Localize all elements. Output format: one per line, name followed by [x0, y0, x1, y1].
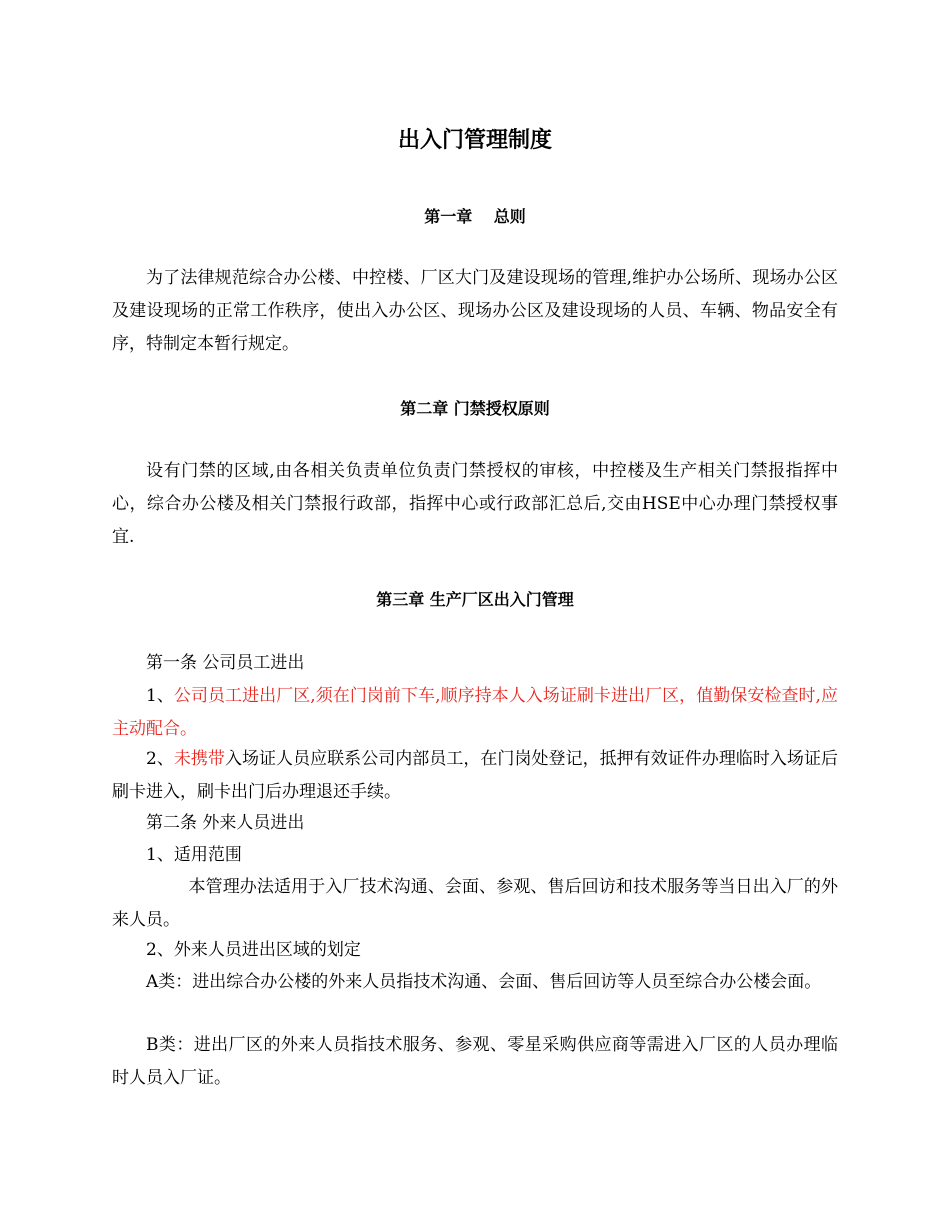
- item-2-number: 2、: [146, 749, 174, 769]
- article-2-title: 第二条 外来人员进出: [146, 813, 305, 833]
- scope-body: 本管理办法适用于入厂技术沟通、会面、参观、售后回访和技术服务等当日出入厂的外来人员。: [112, 877, 838, 930]
- item-2-highlight: 未携带: [173, 749, 225, 769]
- item-1-text: 公司员工进出厂区,须在门岗前下车,顺序持本人入场证刷卡进出厂区，值勤保安检查时,应主动配合。: [112, 686, 838, 739]
- article-1-title: 第一条 公司员工进出: [146, 653, 305, 673]
- article-1-item-2: [112, 743, 838, 809]
- item-2-text: 入场证人员应联系公司内部员工，在门岗处登记，抵押有效证件办理临时入场证后刷卡进入，刷卡出门后办理退还手续。: [112, 749, 838, 802]
- chapter-3-heading: 第三章 生产厂区出入门管理: [376, 590, 574, 609]
- article-1-item-1: [112, 680, 838, 746]
- scope-title: 1、适用范围: [146, 845, 242, 865]
- item-1-number: 1、: [146, 686, 174, 706]
- chapter-2-body: 设有门禁的区域,由各相关负责单位负责门禁授权的审核，中控楼及生产相关门禁报指挥中心，综合办公楼及相关门禁报行政部，指挥中心或行政部汇总后,交由HSE中心办理门禁授权事宜.: [112, 461, 838, 547]
- chapter-1-heading: 第一章 总则: [424, 207, 526, 226]
- chapter-1-body: 为了法律规范综合办公楼、中控楼、厂区大门及建设现场的管理,维护办公场所、现场办公区及建设现场的正常工作秩序，使出入办公区、现场办公区及建设现场的人员、车辆、物品安全有序，特制定本暂行规定。: [112, 268, 838, 354]
- class-b-text: B类：进出厂区的外来人员指技术服务、参观、零星采购供应商等需进入厂区的人员办理临时人员入厂证。: [112, 1035, 838, 1088]
- chapter-2-heading: 第二章 门禁授权原则: [400, 399, 550, 418]
- document-title: 出入门管理制度: [397, 128, 552, 153]
- zone-title: 2、外来人员进出区域的划定: [146, 940, 361, 960]
- class-a-text: A类：进出综合办公楼的外来人员指技术沟通、会面、售后回访等人员至综合办公楼会面。: [146, 972, 822, 992]
